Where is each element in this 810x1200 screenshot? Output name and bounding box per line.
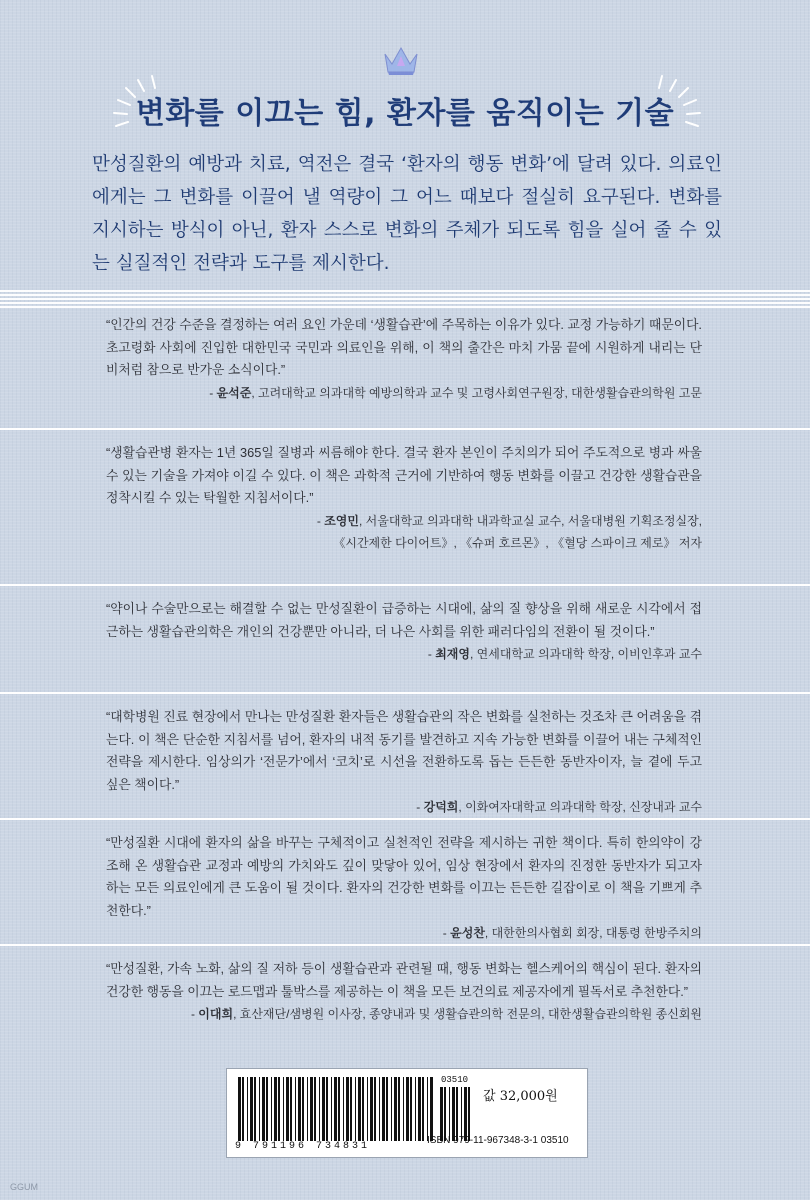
intro-paragraph: 만성질환의 예방과 치료, 역전은 결국 ‘환자의 행동 변화’에 달려 있다. 의료인에게는 그 변화를 이끌어 낼 역량이 그 어느 때보다 절실히 요구된다. 변화를 지시하는 방식이 아닌, 환자 스스로 변화의 주체가 되도록 힘을 실어 줄 수 있는 실질적인 전략과 도구를 제시한다. (92, 154, 722, 274)
quote-attribution: - 강덕희, 이화여자대학교 의과대학 학장, 신장내과 교수 (416, 800, 702, 814)
crown-icon (383, 44, 419, 76)
endorsement-quote (106, 832, 702, 944)
endorser-name: 최재영 (435, 647, 470, 661)
quote-text: “생활습관병 환자는 1년 365일 질병과 씨름해야 한다. 결국 환자 본인이 주치의가 되어 주도적으로 병과 싸울 수 있는 기술을 가져야 이길 수 있다. 이 책은 과학적 근거에 기반하여 행동 변화를 이끌고 건강한 생활습관을 정착시킬 수 있는 탁월한 지침서이다.” (106, 445, 702, 505)
endorser-affiliation: 연세대학교 의과대학 학장, 이비인후과 교수 (476, 647, 702, 661)
endorser-name: 강덕희 (423, 800, 459, 814)
endorser-name: 조영민 (324, 513, 359, 528)
endorser-name: 윤성찬 (450, 926, 485, 940)
quote-attribution: - 조영민, 서울대학교 의과대학 내과학교실 교수, 서울대병원 기획조정실장, (316, 513, 702, 528)
isbn-text: ISBN 979-11-967348-3-1 03510 (427, 1135, 569, 1146)
quote-text: “대학병원 진료 현장에서 만나는 만성질환 환자들은 생활습관의 작은 변화를 실천하는 것조차 큰 어려움을 겪는다. 이 책은 단순한 지침서를 넘어, 환자의 내적 동기를 발견하고 지속 가능한 변화를 이끌어 내는 구체적인 전략을 제시한다. 임상의가 ‘전문가’에서 ‘코치’로 시선을 전환하도록 돕는 든든한 동반자이자, 늘 곁에 두고 싶은 책이다.” (106, 709, 702, 792)
price-label: 값 32,000원 (483, 1089, 558, 1104)
quote-text: “인간의 건강 수준을 결정하는 여러 요인 가운데 ‘생활습관’에 주목하는 이유가 있다. 교정 가능하기 때문이다. 초고령화 사회에 진입한 대한민국 국민과 의료인을 위해, 이 책의 출간은 마치 가뭄 끝에 시원하게 내리는 단비처럼 참으로 반가운 소식이다.” (106, 317, 702, 377)
endorsement-quote (106, 958, 702, 1025)
divider-line (0, 428, 810, 430)
endorser-works: 《시간제한 다이어트》, 《슈퍼 호르몬》, 《혈당 스파이크 제로》 저자 (333, 535, 702, 550)
endorser-affiliation: 서울대학교 의과대학 내과학교실 교수, 서울대병원 기획조정실장, (365, 513, 702, 528)
divider-line (0, 818, 810, 820)
isbn-barcode (237, 1077, 435, 1141)
quote-attribution: - 윤석준, 고려대학교 의과대학 예방의학과 교수 및 고령사회연구원장, 대한생활습관의학원 고문 (209, 385, 702, 400)
divider-stripes (0, 290, 810, 310)
quote-attribution: - 이대희, 효산재단/샘병원 이사장, 종양내과 및 생활습관의학 전문의, 대한생활습관의학원 종신회원 (190, 1007, 702, 1021)
divider-line (0, 584, 810, 586)
endorsement-quote (106, 314, 702, 404)
endorser-name: 윤석준 (216, 385, 252, 400)
quote-attribution: - 최재영, 연세대학교 의과대학 학장, 이비인후과 교수 (427, 647, 702, 661)
barcode-addon-digits: 03510 (441, 1075, 469, 1085)
barcode-panel (226, 1068, 588, 1158)
headline: 변화를 이끄는 힘, 환자를 움직이는 기술 (135, 96, 675, 131)
endorsement-quote (106, 598, 702, 665)
addon-barcode (439, 1087, 475, 1141)
barcode-digits: 9 791196 734831 (235, 1141, 371, 1152)
quote-attribution: - 윤성찬, 대한한의사협회 회장, 대통령 한방주치의 (442, 926, 702, 940)
corner-watermark: GGUM (10, 1182, 38, 1192)
divider-line (0, 944, 810, 946)
endorser-affiliation: 효산재단/샘병원 이사장, 종양내과 및 생활습관의학 전문의, 대한생활습관의학원 종신회원 (239, 1007, 702, 1021)
quote-text: “약이나 수술만으로는 해결할 수 없는 만성질환이 급증하는 시대에, 삶의 질 향상을 위해 새로운 시각에서 접근하는 생활습관의학은 개인의 건강뿐만 아니라, 더 나은 사회를 위한 패러다임의 전환이 될 것이다.” (106, 601, 702, 639)
endorsement-quote (106, 442, 702, 554)
divider-line (0, 692, 810, 694)
endorser-affiliation: 이화여자대학교 의과대학 학장, 신장내과 교수 (465, 800, 702, 814)
quote-text: “만성질환, 가속 노화, 삶의 질 저하 등이 생활습관과 관련될 때, 행동 변화는 헬스케어의 핵심이 된다. 환자의 건강한 행동을 이끄는 로드맵과 툴박스를 제공하는 이 책을 모든 보건의료 제공자에게 필독서로 추천한다.” (106, 961, 702, 999)
endorser-affiliation: 고려대학교 의과대학 예방의학과 교수 및 고령사회연구원장, 대한생활습관의학원 고문 (258, 385, 702, 400)
endorser-affiliation: 대한한의사협회 회장, 대통령 한방주치의 (491, 926, 702, 940)
endorser-name: 이대희 (198, 1007, 234, 1021)
endorsement-quote (106, 706, 702, 818)
quote-text: “만성질환 시대에 환자의 삶을 바꾸는 구체적이고 실천적인 전략을 제시하는 귀한 책이다. 특히 한의약이 강조해 온 생활습관 교정과 예방의 가치와도 깊이 맞닿아 있어, 임상 현장에서 환자의 진정한 동반자가 되고자 하는 모든 의료인에게 큰 도움이 될 것이다. 환자의 건강한 변화를 이끄는 든든한 길잡이로 이 책을 기쁘게 추천한다.” (106, 835, 702, 918)
